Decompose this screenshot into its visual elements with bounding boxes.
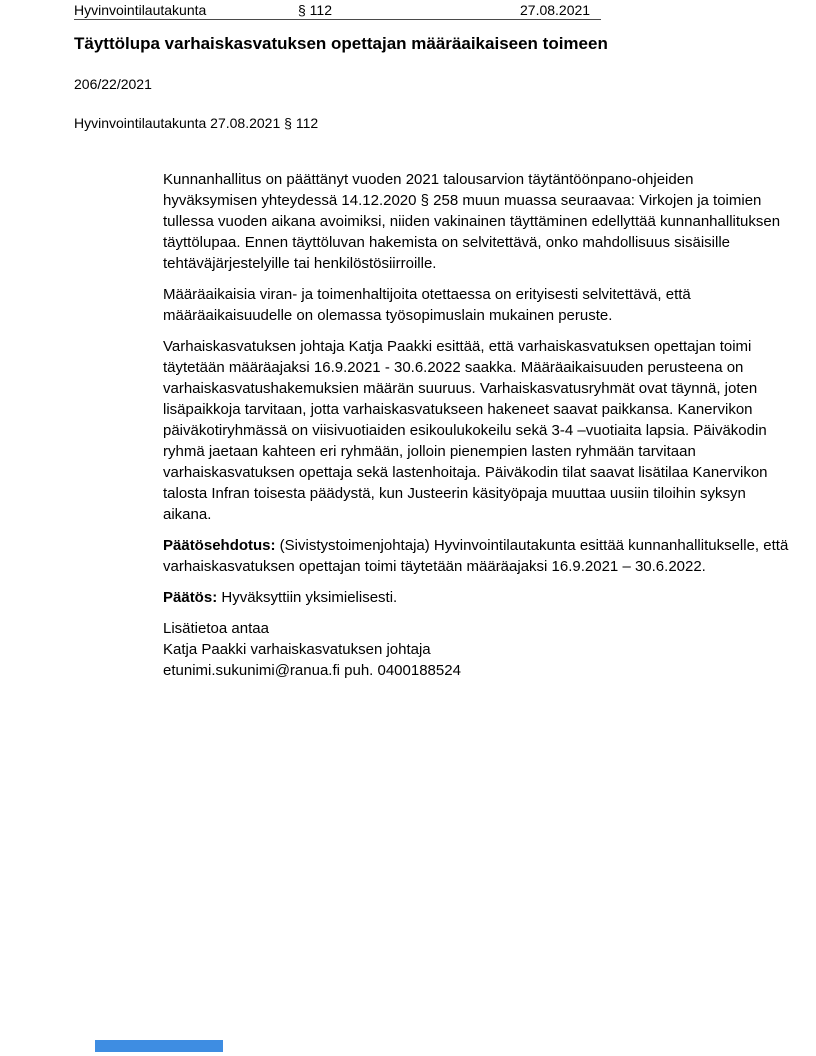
decision-proposal-text: (Sivistystoimenjohtaja) Hyvinvointilautakunta esittää kunnanhallitukselle, että varhaiskasvatuksen opettajan toimi täytetään määräajaksi 16.9.2021 – 30.6.2022. xyxy=(163,537,789,575)
committee-date-subheader: Hyvinvointilautakunta 27.08.2021 § 112 xyxy=(74,115,319,131)
header-section-number: § 112 xyxy=(298,2,332,18)
body-paragraph: Varhaiskasvatuksen johtaja Katja Paakki esittää, että varhaiskasvatuksen opettajan toimi täytetään määräajaksi 16.9.2021 - 30.6.2022 saakka. Määräaikaisuuden perusteena on varhaiskasvatushakemuksien määrän suuruus. Varhaiskasvatusryhmät ovat täynnä, joten lisäpaikkoja tarvitaan, jotta varhaiskasvatukseen hakeneet saavat paikkansa. Kanervikon päiväkotiryhmässä on viisivuotiaiden esikoulukokeilu sekä 3-4 –vuotiaita lapsia. Päiväkodin ryhmä jaetaan kahteen eri ryhmään, jolloin pienempien lasten ryhmään tarvitaan varhaiskasvatuksen opettaja sekä lastenhoitaja. Päiväkodin tilat saavat lisätilaa Kanervikon talosta Infran toisesta päädystä, kun Justeerin käsityöpaja muuttaa uusiin tiloihin syksyn aikana. xyxy=(163,338,768,523)
decision-proposal-paragraph xyxy=(163,535,789,577)
contact-person: Katja Paakki varhaiskasvatuksen johtaja xyxy=(163,641,431,658)
decision-proposal-label: Päätösehdotus: xyxy=(163,537,276,554)
case-number: 206/22/2021 xyxy=(74,76,152,92)
page-header xyxy=(74,2,744,19)
decision-paragraph xyxy=(163,587,789,608)
document-body xyxy=(163,169,789,681)
header-committee-name: Hyvinvointilautakunta xyxy=(74,2,207,18)
decision-text: Hyväksyttiin yksimielisesti. xyxy=(217,589,398,606)
body-paragraph: Kunnanhallitus on päättänyt vuoden 2021 talousarvion täytäntöönpano-ohjeiden hyväksymisen yhteydessä 14.12.2020 § 258 muun muassa seuraavaa: Virkojen ja toimien tullessa vuoden aikana avoimiksi, niiden vakinainen täyttäminen edellyttää kunnanhallituksen täyttölupaa. Ennen täyttöluvan hakemista on selvitettävä, onko mahdollisuus sisäisille tehtäväjärjestelyille tai henkilöstösiirroille. xyxy=(163,171,781,272)
contact-heading: Lisätietoa antaa xyxy=(163,620,269,637)
body-paragraph: Määräaikaisia viran- ja toimenhaltijoita otettaessa on erityisesti selvitettävä, että määräaikaisuudelle on olemassa työsopimuslain mukainen peruste. xyxy=(163,286,691,324)
selection-highlight-bar xyxy=(95,1040,223,1052)
contact-details: etunimi.sukunimi@ranua.fi puh. 0400188524 xyxy=(163,662,461,679)
contact-info xyxy=(163,618,789,681)
document-title: Täyttölupa varhaiskasvatuksen opettajan määräaikaiseen toimeen xyxy=(74,34,608,53)
decision-label: Päätös: xyxy=(163,589,218,606)
header-meeting-date: 27.08.2021 xyxy=(520,2,591,18)
header-divider-rule xyxy=(74,19,601,20)
